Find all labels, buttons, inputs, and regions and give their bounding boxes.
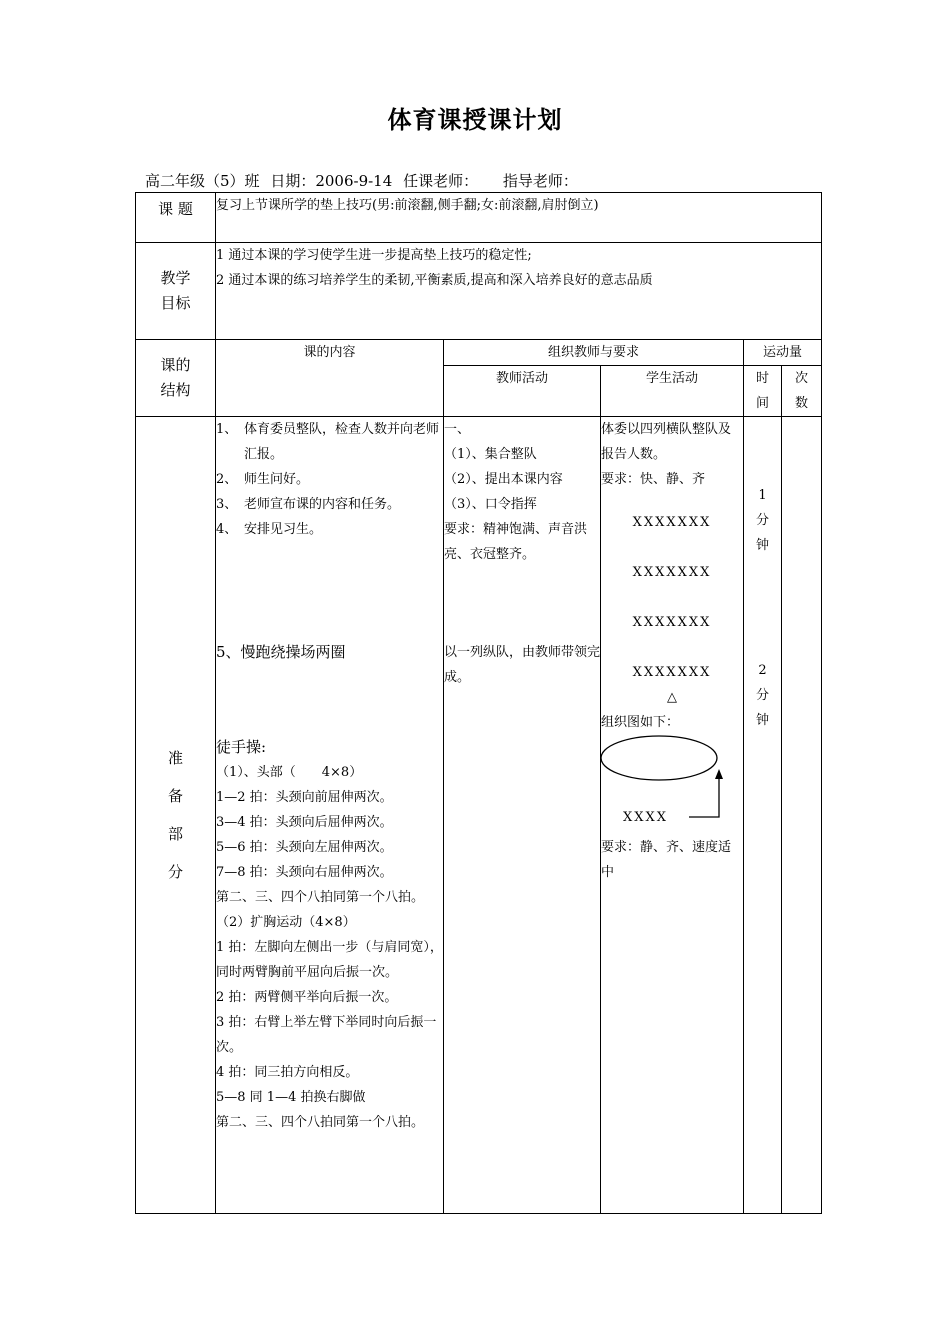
formation-row: XXXXXXX bbox=[632, 565, 712, 580]
list-item-number: 3、 bbox=[216, 497, 238, 512]
exercise-line: 第二、三、四个八拍同第一个八拍。 bbox=[216, 890, 425, 905]
teacher-activity-header: 教师活动 bbox=[444, 366, 601, 417]
exercise-line: 4 拍：同三拍方向相反。 bbox=[216, 1065, 359, 1080]
exercise-line: 5—6 拍：头颈向左屈伸两次。 bbox=[216, 840, 393, 855]
goal-label-line-2: 目标 bbox=[160, 294, 191, 312]
count-header-char: 数 bbox=[795, 396, 809, 411]
prep-label-char: 部 bbox=[167, 825, 183, 843]
goal-label-line-1: 教学 bbox=[160, 269, 191, 287]
student-intro: 体委以四列横队整队及报告人数。 bbox=[601, 422, 732, 462]
list-item bbox=[216, 467, 443, 492]
exercise-line: 3 拍：右臂上举左臂下举同时向后振一次。 bbox=[216, 1015, 437, 1055]
formation-row: XXXXXXX bbox=[632, 615, 712, 630]
track-diagram bbox=[601, 735, 743, 835]
formation-row: XXXXXXX bbox=[632, 665, 712, 680]
teacher-position-mark: △ bbox=[667, 690, 677, 705]
track-ellipse bbox=[601, 736, 717, 780]
time-unit-char: 分 bbox=[755, 688, 769, 703]
list-item bbox=[216, 417, 443, 467]
list-item-text: 安排见习生。 bbox=[244, 522, 323, 537]
load-header: 运动量 bbox=[744, 340, 822, 366]
time-unit-char: 钟 bbox=[755, 538, 769, 553]
exercise-line: 5—8 同 1—4 拍换右脚做 bbox=[216, 1090, 366, 1105]
teacher-activity-cell bbox=[444, 417, 601, 1214]
prep-label-char: 备 bbox=[167, 787, 183, 805]
exercise-line: （2）扩胸运动（4×8） bbox=[216, 915, 356, 930]
count-cell bbox=[782, 417, 822, 1214]
exercise-line: 7—8 拍：头颈向右屈伸两次。 bbox=[216, 865, 393, 880]
goal-item: 1 通过本课的学习使学生进一步提高垫上技巧的稳定性; bbox=[216, 248, 532, 263]
teacher-activity-line: （2）、提出本课内容 bbox=[444, 472, 563, 487]
jog-item: 5、慢跑绕操场两圈 bbox=[216, 643, 346, 661]
list-item bbox=[216, 492, 443, 517]
time-header-char: 时 bbox=[755, 371, 769, 386]
direction-arrow-head bbox=[715, 769, 723, 779]
topic-label: 课 题 bbox=[136, 193, 216, 243]
teacher-activity-line: （3）、口令指挥 bbox=[444, 497, 537, 512]
exercise-line: 2 拍：两臂侧平举向后振一次。 bbox=[216, 990, 398, 1005]
exercise-line: 第二、三、四个八拍同第一个八拍。 bbox=[216, 1115, 425, 1130]
time-value: 2 bbox=[758, 663, 767, 678]
list-item bbox=[216, 517, 443, 542]
structure-header-row bbox=[136, 340, 822, 366]
topic-text: 复习上节课所学的垫上技巧(男:前滚翻,侧手翻;女:前滚翻,肩肘倒立) bbox=[216, 193, 822, 243]
student-requirement-2: 要求：静、齐、速度适中 bbox=[601, 840, 732, 880]
count-header bbox=[782, 366, 822, 417]
exercise-line: 3—4 拍：头颈向后屈伸两次。 bbox=[216, 815, 393, 830]
list-item-text: 体育委员整队，检查人数并向老师汇报。 bbox=[244, 422, 440, 462]
class-grade: 高二年级（5）班 bbox=[145, 172, 260, 190]
structure-label-line-1: 课的 bbox=[160, 356, 191, 374]
structure-label bbox=[136, 340, 216, 417]
page-title: 体育课授课计划 bbox=[387, 105, 563, 134]
time-value: 1 bbox=[758, 488, 767, 503]
student-activity-header: 学生活动 bbox=[601, 366, 744, 417]
org-header: 组织教师与要求 bbox=[444, 340, 744, 366]
goal-row bbox=[136, 243, 822, 340]
student-requirement: 要求：快、静、齐 bbox=[601, 472, 706, 487]
time-header bbox=[744, 366, 782, 417]
student-activity-cell bbox=[601, 417, 744, 1214]
time-unit-char: 分 bbox=[755, 513, 769, 528]
teacher-activity-line: 要求：精神饱满、声音洪亮、衣冠整齐。 bbox=[444, 522, 588, 562]
time-header-char: 间 bbox=[755, 396, 769, 411]
count-header-char: 次 bbox=[795, 371, 809, 386]
class-teacher: 任课老师： bbox=[403, 172, 479, 190]
direction-arrow-line bbox=[689, 775, 719, 817]
list-item-number: 4、 bbox=[216, 522, 238, 537]
goal-label bbox=[136, 243, 216, 340]
goal-text bbox=[216, 243, 822, 340]
prep-section-row bbox=[136, 417, 822, 1214]
topic-row bbox=[136, 193, 822, 243]
content-header: 课的内容 bbox=[216, 340, 444, 417]
diagram-label: 组织图如下： bbox=[601, 715, 680, 730]
structure-label-line-2: 结构 bbox=[160, 381, 191, 399]
class-info-line bbox=[145, 170, 584, 191]
exercise-title: 徒手操: bbox=[216, 738, 267, 756]
exercise-line: 1—2 拍：头颈向前屈伸两次。 bbox=[216, 790, 393, 805]
exercise-line: 1 拍：左脚向左侧出一步（与肩同宽），同时两臂胸前平屈向后振一次。 bbox=[216, 940, 443, 980]
lesson-plan-table bbox=[135, 192, 822, 1214]
prep-label bbox=[136, 417, 216, 1214]
time-cell bbox=[744, 417, 782, 1214]
class-date: 日期：2006-9-14 bbox=[270, 172, 393, 190]
list-item-number: 1、 bbox=[216, 422, 238, 437]
list-item-text: 老师宣布课的内容和任务。 bbox=[244, 497, 401, 512]
list-item-number: 2、 bbox=[216, 472, 238, 487]
runners-label: XXXX bbox=[623, 810, 669, 825]
goal-item: 2 通过本课的练习培养学生的柔韧,平衡素质,提高和深入培养良好的意志品质 bbox=[216, 273, 653, 288]
prep-label-char: 分 bbox=[167, 863, 183, 881]
teacher-activity-line: （1）、集合整队 bbox=[444, 447, 537, 462]
class-advisor: 指导老师： bbox=[502, 172, 578, 190]
exercise-line: （1）、头部（ 4×8） bbox=[216, 765, 363, 780]
prep-label-char: 准 bbox=[167, 749, 183, 767]
time-unit-char: 钟 bbox=[755, 713, 769, 728]
list-item-text: 师生问好。 bbox=[244, 472, 310, 487]
formation-row: XXXXXXX bbox=[632, 515, 712, 530]
teacher-jog-note: 以一列纵队，由教师带领完成。 bbox=[444, 645, 601, 685]
teacher-activity-line: 一、 bbox=[444, 422, 471, 437]
content-cell bbox=[216, 417, 444, 1214]
